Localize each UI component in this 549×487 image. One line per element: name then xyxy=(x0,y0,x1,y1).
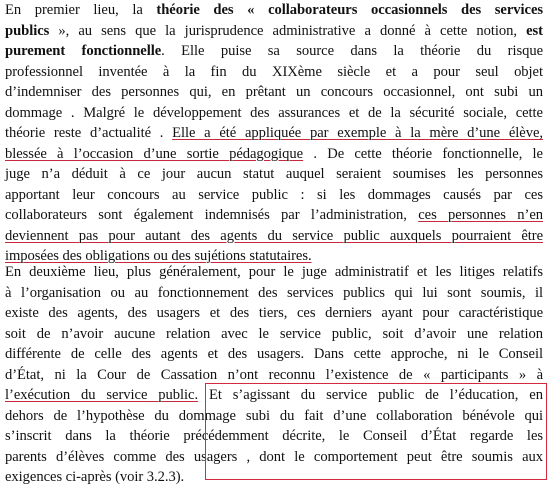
text-line xyxy=(5,344,543,364)
text-line xyxy=(5,205,543,225)
text-run: Et s’agissant du service public de l’éducation, en xyxy=(198,387,543,403)
text-line xyxy=(5,467,543,487)
text-line xyxy=(5,144,543,164)
text-line xyxy=(5,406,543,426)
text-run: s’inscrit dans la théorie précédemment décrite, le Conseil d’État regarde les xyxy=(5,428,543,444)
bold-text: purement fonctionnelle xyxy=(5,43,162,59)
text-run: dommage . Malgré le développement des assurances et de la sécurité sociale, cette xyxy=(5,104,543,121)
text-run: dehors de l’hypothèse du dommage subi du fait d’une collaboration bénévole qui xyxy=(5,407,543,424)
text-run: d’État, ni la Cour de Cassation n’ont reconnu l’existence de « participants » à xyxy=(5,366,543,383)
text-line xyxy=(5,447,543,467)
text-run: . De cette théorie fonctionnelle, le xyxy=(303,145,543,162)
underlined-text: Elle a été appliquée par exemple à la mère d’une élève, xyxy=(172,125,543,141)
underlined-text: imposées des obligations ou des sujétions statutaires. xyxy=(5,248,312,264)
text-line xyxy=(5,123,543,143)
bold-text: théorie des « collaborateurs occasionnels des services xyxy=(156,2,544,18)
text-run: théorie reste d’actualité . xyxy=(5,125,173,141)
text-line xyxy=(5,0,543,20)
underlined-text: l’exécution du service public. xyxy=(5,387,199,403)
text-line xyxy=(5,385,543,405)
underlined-text: blessée à l’occasion d’une sortie pédagogique xyxy=(5,145,304,162)
text-line xyxy=(5,262,543,282)
text-run: collaborateurs sont également indemnisés par l’administration, xyxy=(5,207,419,223)
text-line xyxy=(5,185,543,205)
text-run: existe des agents, des usagers et des tiers, ces derniers ayant pour caractéristique xyxy=(5,305,543,321)
text-line xyxy=(5,164,543,184)
text-run: soit de n’avoir aucune relation avec le service public, soit d’avoir une relation xyxy=(5,325,543,342)
text-run: En premier lieu, la xyxy=(5,2,157,18)
text-line xyxy=(5,41,543,61)
text-run: parents d’élèves comme des usagers , dont le comportement peut être soumis aux xyxy=(5,448,543,465)
text-line xyxy=(5,283,543,303)
text-line xyxy=(5,226,543,246)
text-run: apportant leur concours au service public : si les dommages causés par ces xyxy=(5,186,543,203)
text-line xyxy=(5,62,543,82)
text-run: », au sens que la jurisprudence administrative a donné à cette notion, xyxy=(49,22,527,39)
bold-text: publics xyxy=(5,22,50,39)
underlined-text: deviennent pas pour autant des agents du service public auxquels pourraient être xyxy=(5,227,543,244)
text-line xyxy=(5,324,543,344)
bold-text: est xyxy=(526,22,543,39)
text-line xyxy=(5,303,543,323)
text-run: exigences ci-après (voir 3.2.3). xyxy=(5,469,185,485)
underlined-text: ces personnes n’en xyxy=(418,207,543,223)
text-run: d’indemniser des personnes qui, en prêtant un concours occasionnel, ont subi un xyxy=(5,84,543,100)
text-run: . Elle puise sa source dans la théorie du risque xyxy=(161,43,543,59)
text-run: juge n’a déduit à ce jour aucun statut auquel seraient soumises les personnes xyxy=(5,166,543,182)
text-line xyxy=(5,426,543,446)
text-line xyxy=(5,82,543,102)
text-line xyxy=(5,365,543,385)
text-run: différente de celle des agents et des usagers. Dans cette approche, ni le Conseil xyxy=(5,346,543,362)
text-line xyxy=(5,103,543,123)
text-run: professionnel inventée à la fin du XIXème siècle et a pour seul objet xyxy=(5,63,543,80)
text-line xyxy=(5,21,543,41)
text-run: En deuxième lieu, plus généralement, pour le juge administratif et les litiges relatifs xyxy=(5,264,543,280)
text-run: à l’organisation ou au fonctionnement des services publics qui lui sont soumis, il xyxy=(5,284,543,301)
